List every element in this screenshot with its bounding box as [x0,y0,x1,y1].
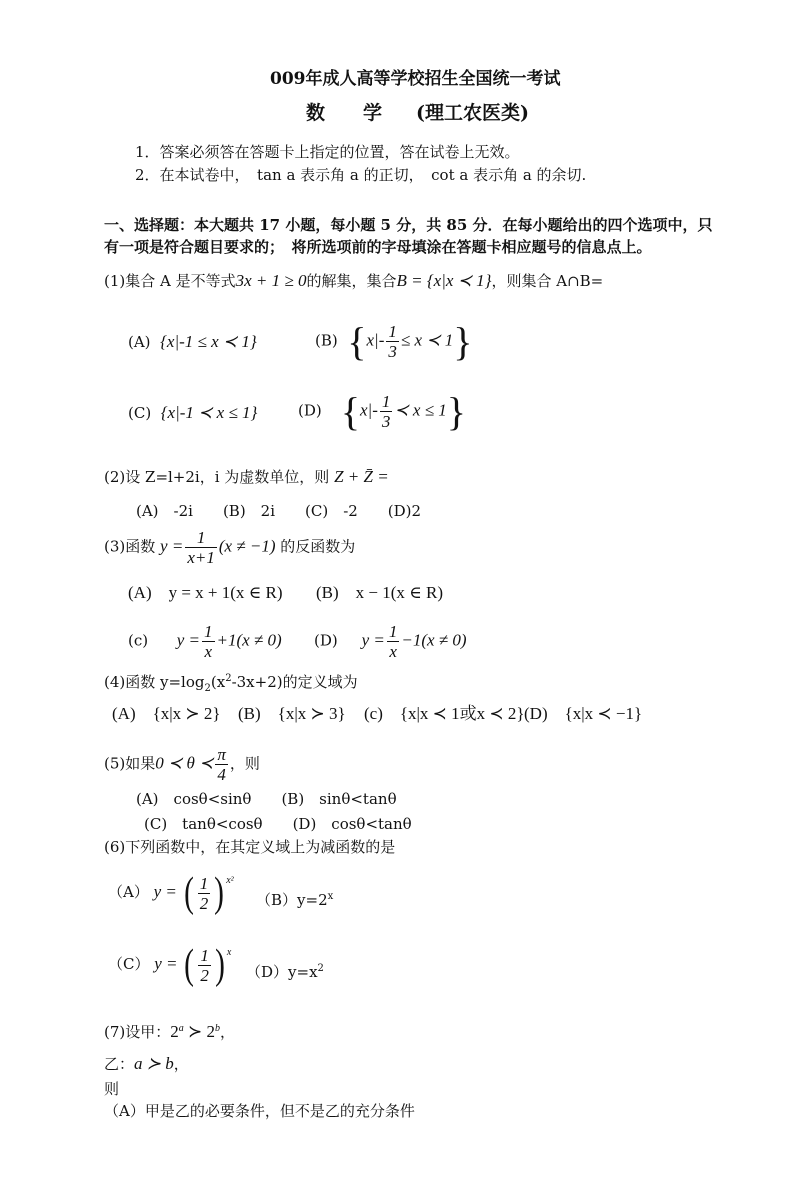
question-4-option-b: (B) {x|x ≻ 3} [238,704,346,723]
question-4-option-d: (D) {x|x ≺ −1} [524,704,643,723]
question-6-option-b: $(B)y=2^x$ [256,891,334,909]
question-6-option-a: （A） y = ( $\frac{1}{2}$ ) $^{x^2}$ [108,870,234,916]
question-1-option-a: (A) {x|-1 ≤ x ≺ 1} [128,332,257,351]
question-3-stem: (3)函数 y = $\frac{1}{x+1}$ (x ≠ −1) 的反函数为 [104,528,356,567]
question-4-option-c: (c) {x|x ≺ 1或x ≺ 2} [364,704,525,723]
question-7-option-a: （A）甲是乙的必要条件，但不是乙的充分条件 [104,1102,415,1120]
question-4-stem: (4)函数 $y=\log_2(x^2-3x+2)$的定义域为 [104,673,358,694]
question-5-row-1: (A) cosθ<sinθ (B) sinθ<tanθ [136,790,397,808]
section-heading-line1: 一、选择题：本大题共 17 小题，每小题 5 分，共 85 分．在每小题给出的四个选项中，只 [104,216,713,234]
question-4-option-a: (A) {x|x ≻ 2} [112,704,221,723]
subject-title: 数 学 [306,102,383,124]
question-7-stem: (7)设甲：2$^a$ ≻ 2$^b$， [104,1022,236,1041]
question-5-stem: (5)如果0 ≺ θ ≺ $\frac{\pi}{4}$ ，则 [104,745,260,784]
question-2-stem: (2)设 Z=l+2i，i 为虚数单位，则 Z + Z̄ = [104,467,389,486]
question-3-option-c: (c) y = $\frac{1}{x}$ +1(x ≠ 0) [128,622,282,661]
question-1-option-c: (C) {x|-1 ≺ x ≤ 1} [128,403,258,422]
question-7-condition-b: 乙：a ≻ b， [104,1054,189,1073]
question-1-option-b: (B) {x|- $\frac{1}{3}$ ≤ x ≺ 1} [315,318,473,364]
question-6-option-d: $(D)y=x^2$ [246,963,324,981]
question-3-option-a: (A) y = x + 1(x ∈ R) [128,583,283,602]
section-heading-line2: 有一项是符合题目要求的； 将所选项前的字母填涂在答题卡相应题号的信息点上。 [104,238,652,256]
question-2-options: (A) -2i (B) 2i (C) -2 (D)2 [136,502,422,520]
exam-title: 009年成人高等学校招生全国统一考试 [270,69,561,89]
question-3-option-b: (B) x − 1(x ∈ R) [316,583,443,602]
question-6-stem: (6)下列函数中，在其定义域上为减函数的是 [104,838,396,856]
question-1-stem: (1)集合 A 是不等式3x + 1 ≥ 0的解集，集合B = {x|x ≺ 1}，则集合 A∩B= [104,271,604,290]
note-1: 1．答案必须答在答题卡上指定的位置，答在试卷上无效。 [135,143,520,161]
question-1-option-d: (D) {x|- $\frac{1}{3}$ ≺ x ≤ 1} [298,388,466,434]
question-6-option-c: （C） y = ( $\frac{1}{2}$ ) $^x$ [108,942,232,988]
subject-category: (理工农医类) [416,102,529,124]
question-3-option-d: (D) y = $\frac{1}{x}$ −1(x ≠ 0) [314,622,467,661]
question-5-row-2: (C) tanθ<cosθ (D) cosθ<tanθ [144,815,412,833]
question-7-then: 则 [104,1080,120,1098]
note-2: 2．在本试卷中， tan a 表示角 a 的正切， cot a 表示角 a 的余切. [135,166,587,184]
